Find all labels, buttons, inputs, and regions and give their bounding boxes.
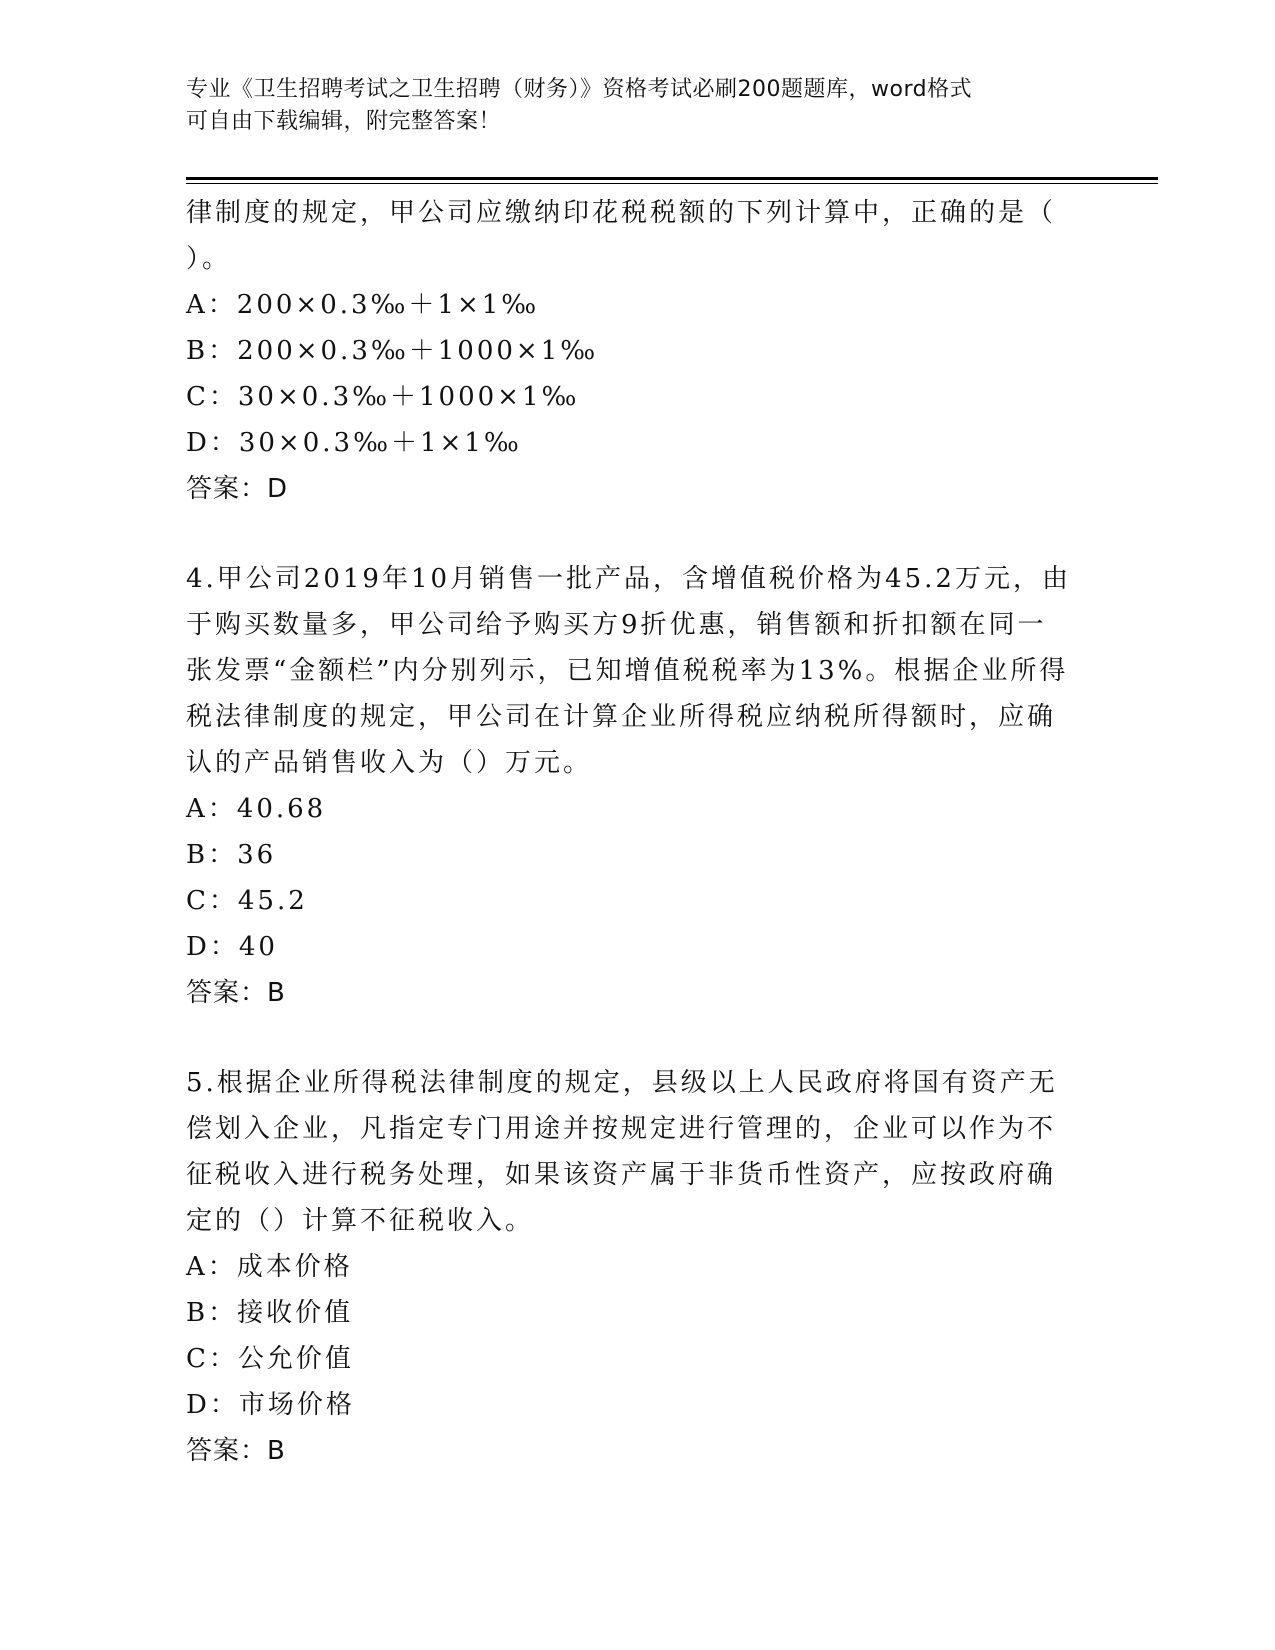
question-stem-line: 4.甲公司2019年10月销售一批产品，含增值税价格为45.2万元，由 bbox=[186, 564, 1071, 594]
option-c: C：30×0.3‰＋1000×1‰ bbox=[186, 382, 580, 412]
page-header bbox=[186, 74, 1086, 138]
answer: 答案：B bbox=[186, 978, 286, 1008]
header-rule-thick bbox=[186, 177, 1158, 180]
question-stem-line: 税法律制度的规定，甲公司在计算企业所得税应纳税所得额时，应确 bbox=[186, 702, 1057, 732]
question-gap bbox=[186, 1016, 1086, 1060]
question-stem-line: 张发票“金额栏”内分别列示，已知增值税税率为13%。根据企业所得 bbox=[186, 656, 1069, 686]
option-c: C：45.2 bbox=[186, 886, 308, 916]
option-a: A：40.68 bbox=[186, 794, 327, 824]
question-stem-line: ）。 bbox=[186, 244, 232, 274]
question-3 bbox=[186, 190, 1086, 512]
option-b: B：接收价值 bbox=[186, 1298, 354, 1328]
option-d: D：市场价格 bbox=[186, 1390, 355, 1420]
answer: 答案：D bbox=[186, 474, 289, 504]
question-stem-line: 偿划入企业，凡指定专门用途并按规定进行管理的，企业可以作为不 bbox=[186, 1114, 1057, 1144]
question-stem-line: 律制度的规定，甲公司应缴纳印花税税额的下列计算中，正确的是（ bbox=[186, 198, 1057, 228]
question-stem-line: 5.根据企业所得税法律制度的规定，县级以上人民政府将国有资产无 bbox=[186, 1068, 1058, 1098]
document-body bbox=[186, 190, 1086, 1474]
question-5 bbox=[186, 1060, 1086, 1474]
question-stem-line: 定的（）计算不征税收入。 bbox=[186, 1206, 535, 1236]
question-gap bbox=[186, 512, 1086, 556]
option-c: C：公允价值 bbox=[186, 1344, 354, 1374]
question-4 bbox=[186, 556, 1086, 1016]
header-line-1: 专业《卫生招聘考试之卫生招聘（财务）》资格考试必刷200题题库，word格式 bbox=[186, 77, 973, 102]
option-a: A：成本价格 bbox=[186, 1252, 353, 1282]
question-stem-line: 征税收入进行税务处理，如果该资产属于非货币性资产，应按政府确 bbox=[186, 1160, 1057, 1190]
option-a: A：200×0.3‰＋1×1‰ bbox=[186, 290, 540, 320]
header-rule-thin bbox=[186, 183, 1158, 184]
option-d: D：40 bbox=[186, 932, 278, 962]
question-stem-line: 于购买数量多，甲公司给予购买方9折优惠，销售额和折扣额在同一 bbox=[186, 610, 1047, 640]
option-b: B：36 bbox=[186, 840, 277, 870]
answer: 答案：B bbox=[186, 1436, 286, 1466]
option-b: B：200×0.3‰＋1000×1‰ bbox=[186, 336, 599, 366]
header-line-2: 可自由下载编辑，附完整答案！ bbox=[186, 109, 502, 134]
option-d: D：30×0.3‰＋1×1‰ bbox=[186, 428, 522, 458]
question-stem-line: 认的产品销售收入为（）万元。 bbox=[186, 748, 593, 778]
